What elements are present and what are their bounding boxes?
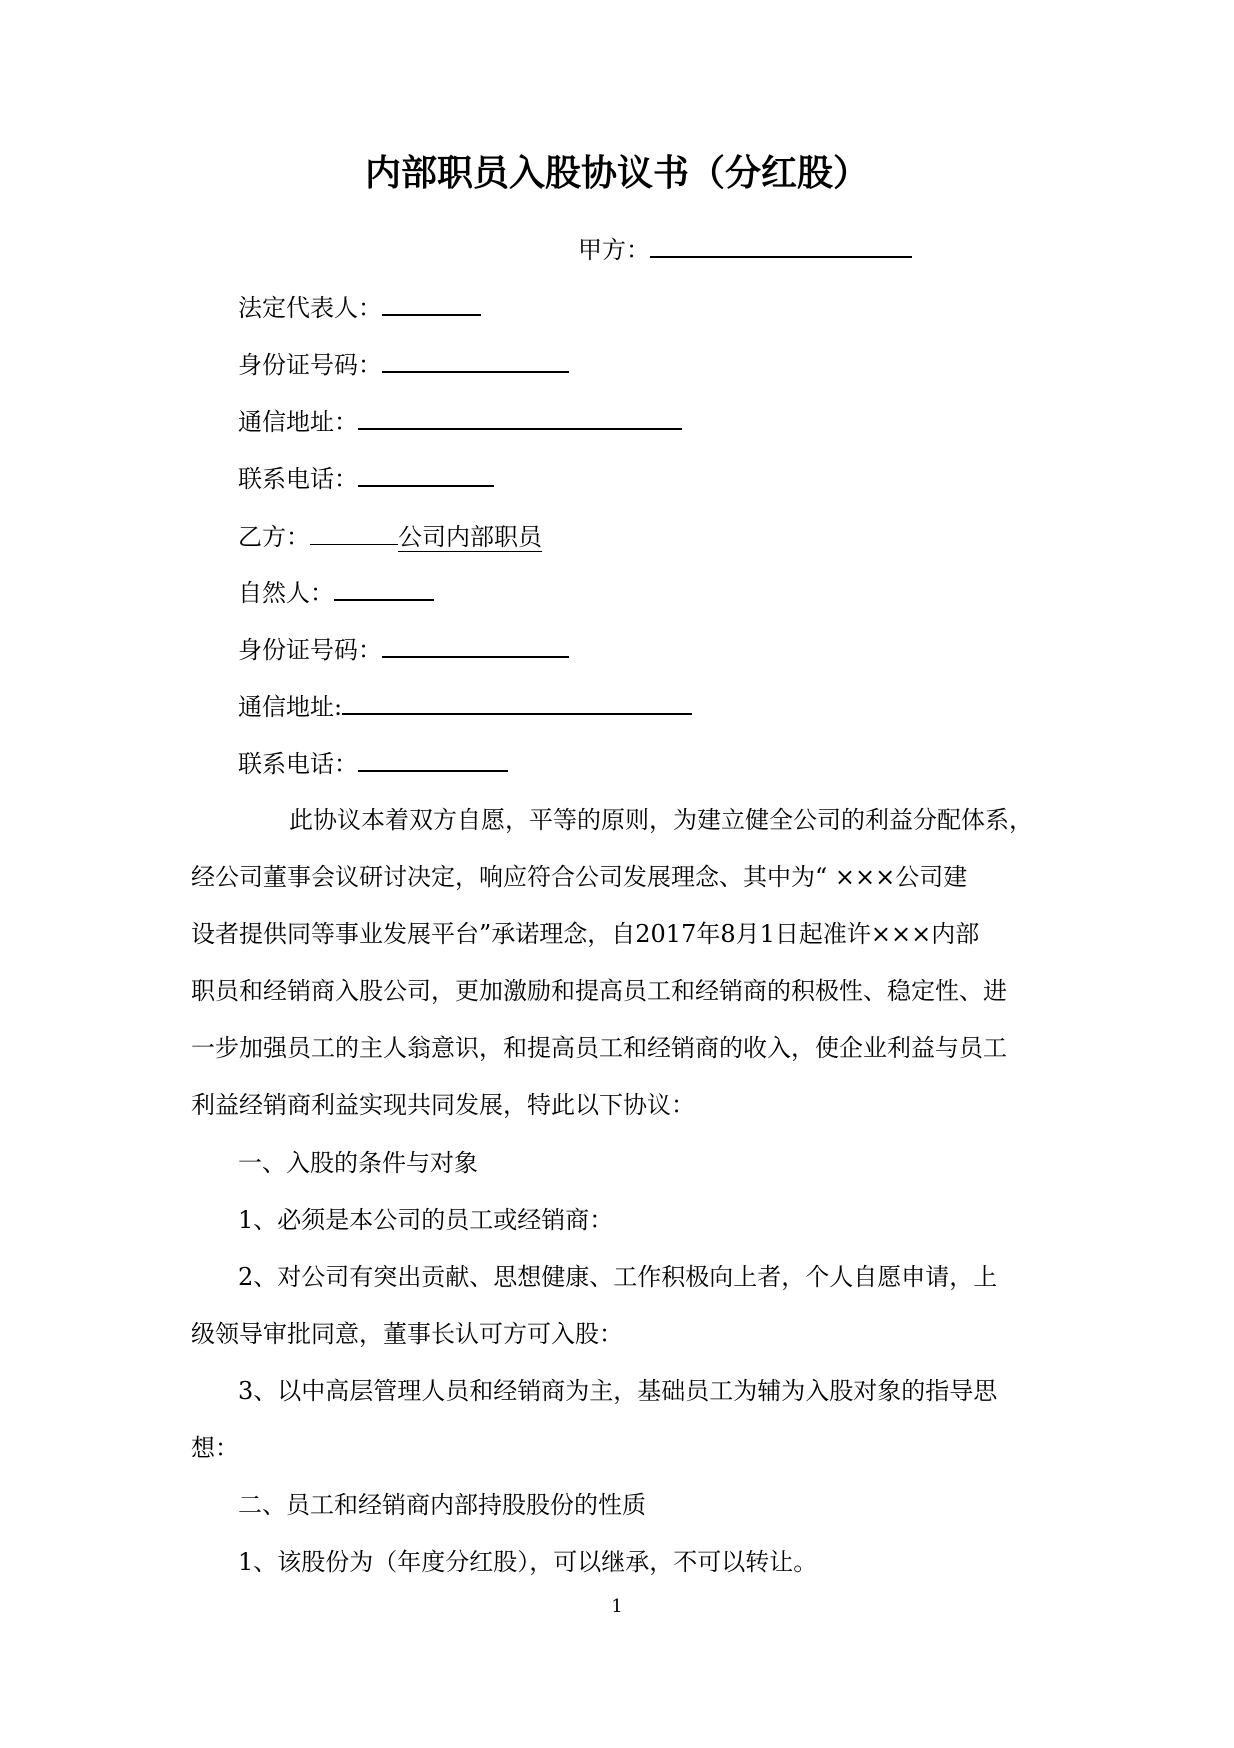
party-b-address-blank[interactable] xyxy=(342,689,692,715)
intro-line-6: 利益经销商利益实现共同发展，特此以下协议： xyxy=(191,1091,695,1119)
s2-item1: 1、该股份为（年度分红股），可以继承，不可以转让。 xyxy=(238,1548,818,1576)
party-a-label: 甲方： xyxy=(578,236,650,264)
party-a-id-label: 身份证号码： xyxy=(238,351,382,379)
section2-heading: 二、员工和经销商内部持股股份的性质 xyxy=(238,1491,646,1519)
party-a-id-blank[interactable] xyxy=(382,347,569,373)
page-title: 内部职员入股协议书（分红股） xyxy=(364,152,869,194)
party-b-line xyxy=(238,518,542,554)
intro-line-4: 职员和经销商入股公司，更加激励和提高员工和经销商的积极性、稳定性、进 xyxy=(191,977,1007,1005)
intro-line-2: 经公司董事会议研讨决定，响应符合公司发展理念、其中为“ ×××公司建 xyxy=(191,863,968,891)
intro-line-1: 此协议本着双方自愿，平等的原则，为建立健全公司的利益分配体系， xyxy=(289,806,1033,834)
party-b-phone-blank[interactable] xyxy=(358,746,508,772)
party-b-pad xyxy=(310,518,398,545)
party-b-id-blank[interactable] xyxy=(382,632,569,658)
party-a-id-line xyxy=(238,347,569,382)
person-line xyxy=(238,575,434,610)
party-b-phone-line xyxy=(238,746,508,781)
intro-line-5: 一步加强员工的主人翁意识，和提高员工和经销商的收入，使企业利益与员工 xyxy=(191,1034,1007,1062)
person-label: 自然人： xyxy=(238,579,334,607)
party-b-address-label: 通信地址: xyxy=(238,693,343,721)
s1-item2-line1: 2、对公司有突出贡献、思想健康、工作积极向上者，个人自愿申请，上 xyxy=(238,1263,998,1291)
party-b-label: 乙方： xyxy=(238,523,310,551)
party-b-address-line xyxy=(238,689,692,724)
party-a-phone-label: 联系电话： xyxy=(238,465,358,493)
s1-item2-line2: 级领导审批同意，董事长认可方可入股： xyxy=(191,1320,623,1348)
party-a-line xyxy=(578,232,912,267)
party-a-blank[interactable] xyxy=(650,232,912,258)
section1-heading: 一、入股的条件与对象 xyxy=(238,1149,478,1177)
s1-item1: 1、必须是本公司的员工或经销商： xyxy=(238,1206,614,1234)
party-b-id-line xyxy=(238,632,569,667)
party-b-value: 公司内部职员 xyxy=(398,523,542,551)
party-a-address-blank[interactable] xyxy=(358,404,682,430)
legal-rep-blank[interactable] xyxy=(382,290,481,316)
person-blank[interactable] xyxy=(334,575,434,601)
s1-item3-line1: 3、以中高层管理人员和经销商为主，基础员工为辅为入股对象的指导思 xyxy=(238,1377,998,1405)
party-a-phone-line xyxy=(238,461,494,496)
intro-line-3: 设者提供同等事业发展平台”承诺理念，自2017年8月1日起准许×××内部 xyxy=(191,920,980,948)
page-number: 1 xyxy=(611,1596,623,1617)
legal-rep-line xyxy=(238,290,481,325)
party-a-address-label: 通信地址： xyxy=(238,408,358,436)
s1-item3-line2: 想： xyxy=(191,1434,239,1462)
party-a-phone-blank[interactable] xyxy=(358,461,494,487)
party-b-id-label: 身份证号码： xyxy=(238,636,382,664)
legal-rep-label: 法定代表人： xyxy=(238,294,382,322)
party-b-phone-label: 联系电话： xyxy=(238,750,358,778)
party-a-address-line xyxy=(238,404,682,439)
